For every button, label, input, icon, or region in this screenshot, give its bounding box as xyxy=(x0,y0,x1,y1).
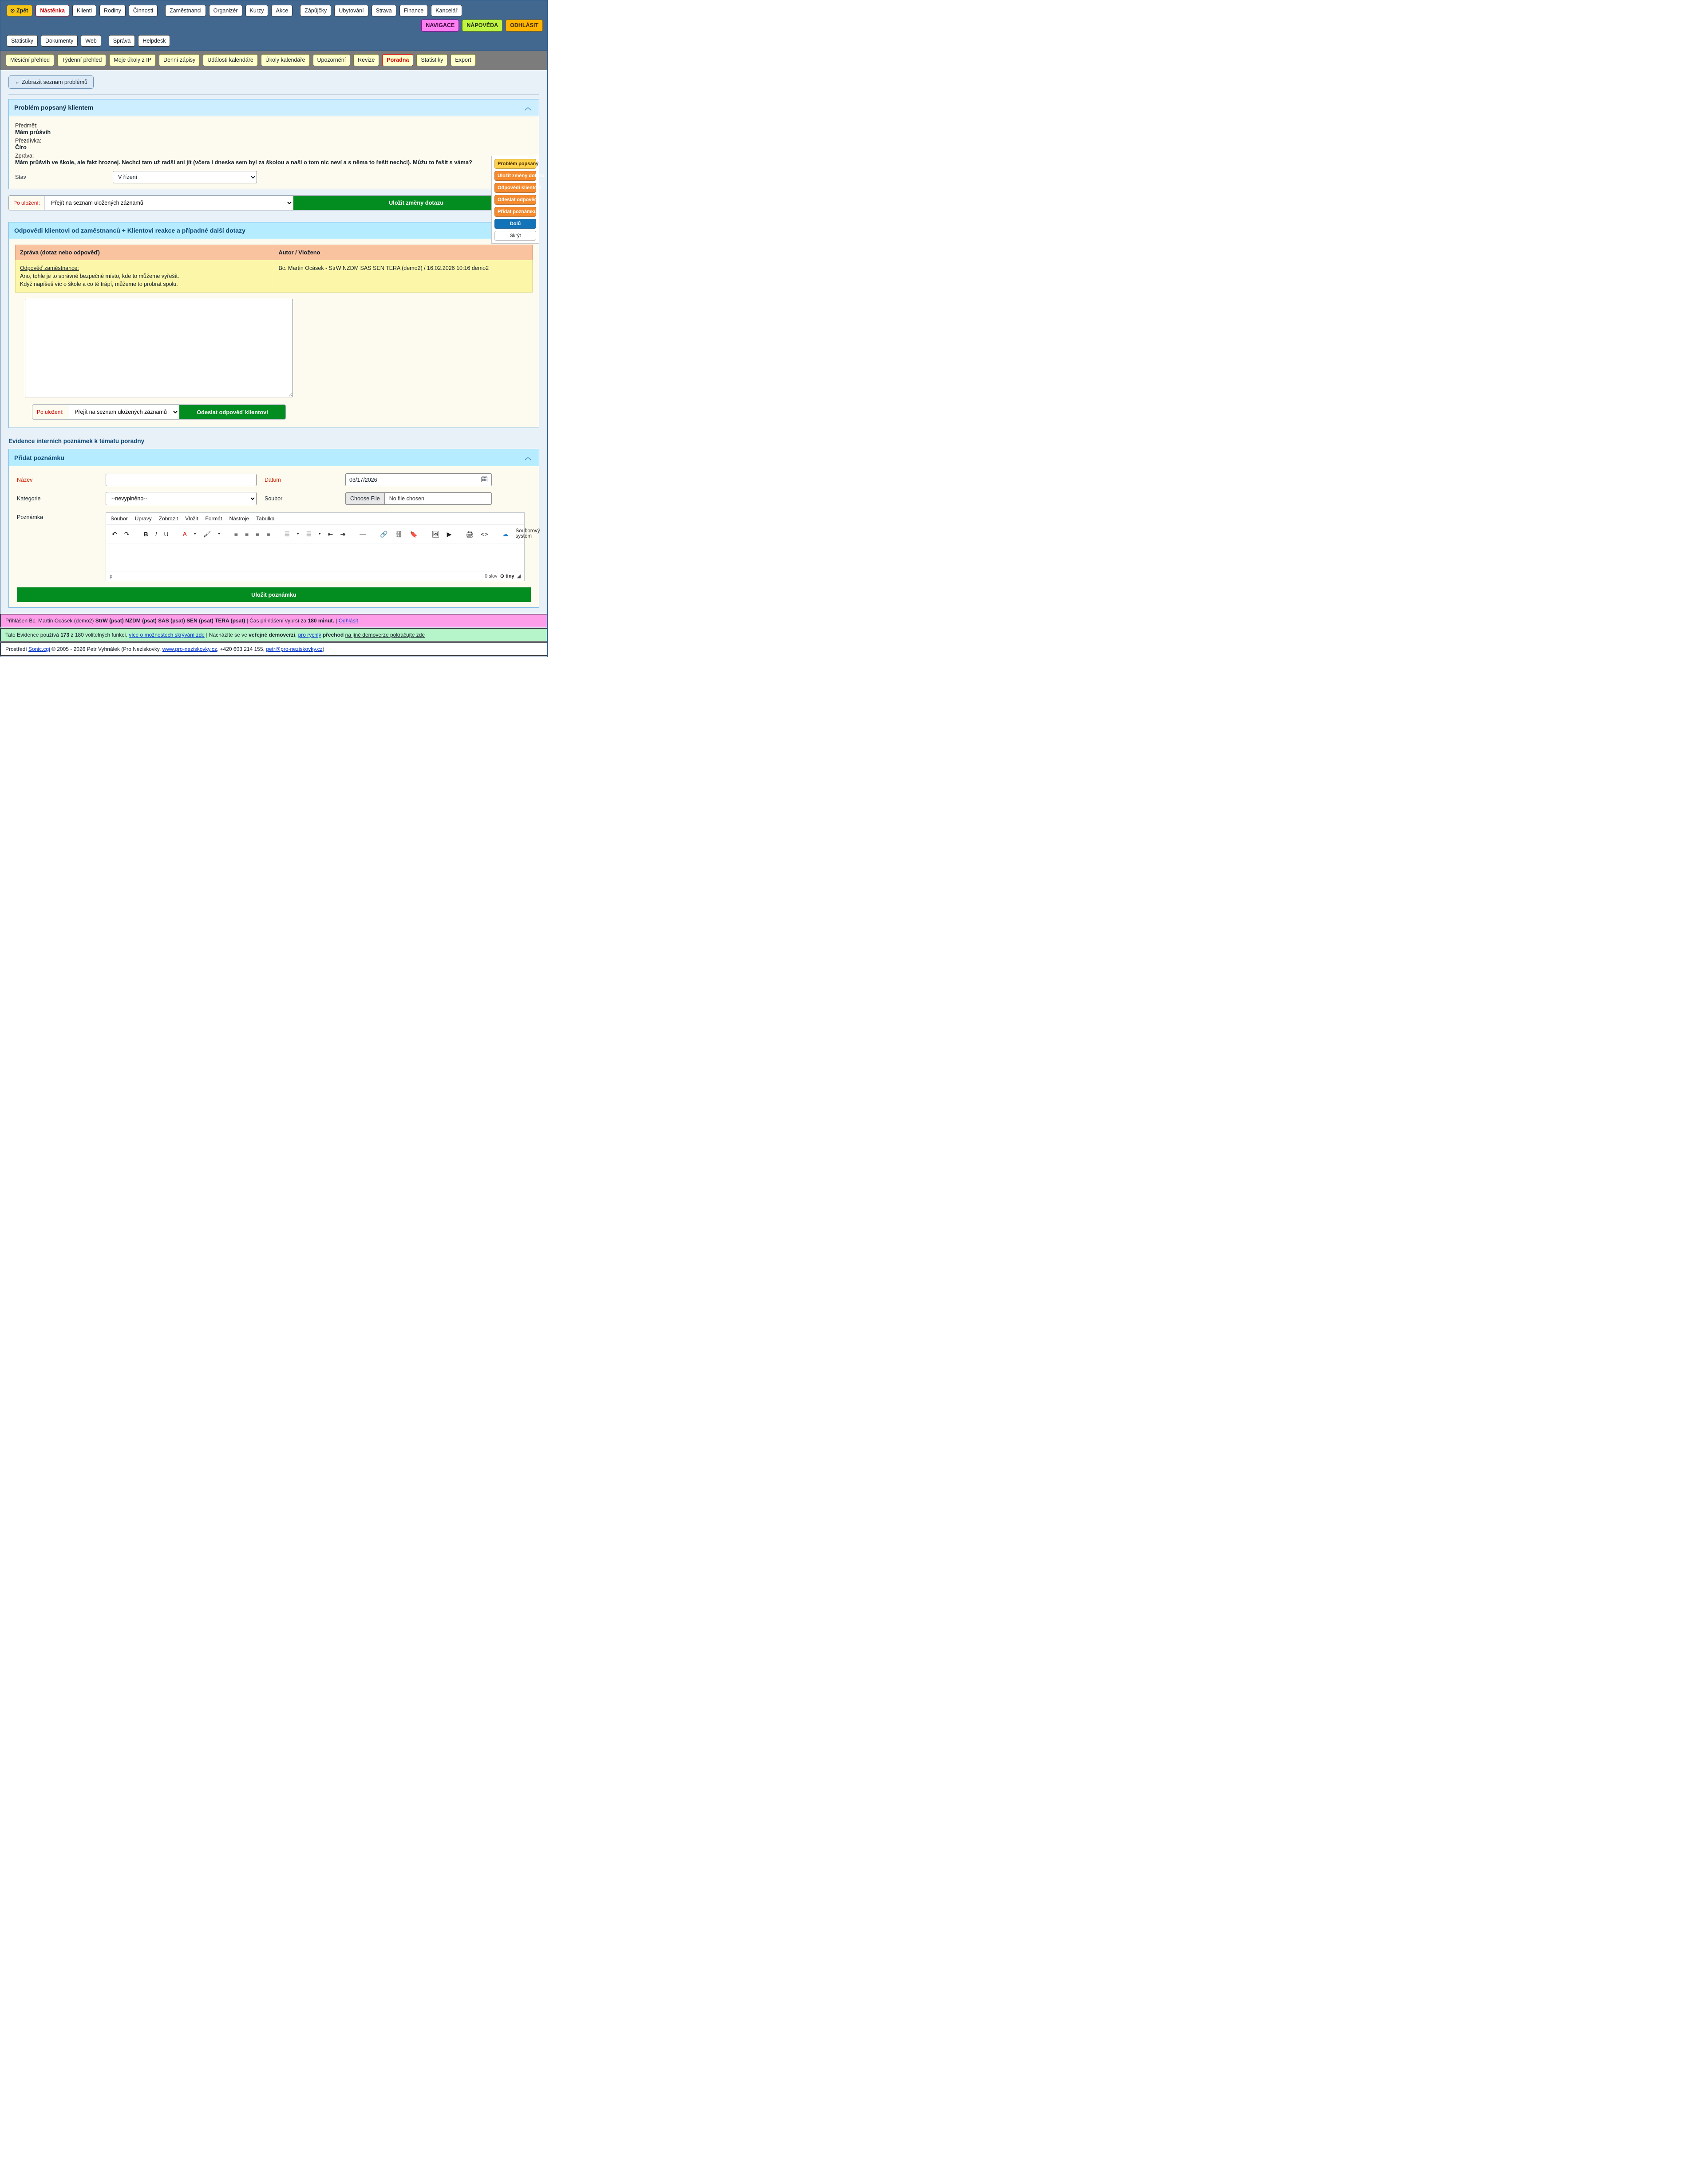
footer-copyright-mid: © 2005 - 2026 Petr Vyhnálek (Pro Neziskovky, xyxy=(51,646,161,653)
bold-icon[interactable]: B xyxy=(143,530,148,538)
subject-value: Mám průšvih xyxy=(15,128,51,135)
top-navigation-right xyxy=(421,20,543,31)
back-button-label: Zpět xyxy=(16,8,28,14)
indent-icon[interactable]: ⇥ xyxy=(340,530,346,538)
nav-item-helpdesk[interactable]: Helpdesk xyxy=(138,35,170,47)
footer-demo-tail[interactable]: na jiné demoverze pokračujte zde xyxy=(345,632,425,638)
image-icon[interactable]: 🖼 xyxy=(431,530,440,538)
footer-email-link[interactable]: petr@pro-neziskovky.cz xyxy=(266,646,323,653)
link-icon[interactable]: 🔗 xyxy=(380,530,388,538)
footer-expire-value: 180 minut. xyxy=(308,618,334,624)
note-file-input[interactable] xyxy=(345,492,492,505)
nav-item-kurzy[interactable]: Kurzy xyxy=(245,5,269,16)
bullet-list-icon[interactable]: ☰ xyxy=(284,530,290,538)
save-bar-problem xyxy=(8,195,539,210)
nickname-value: Číro xyxy=(15,143,27,151)
problem-panel-header xyxy=(9,99,539,116)
subnav-item-denni-zapisy[interactable]: Denní zápisy xyxy=(159,54,200,66)
footer-hiding-link[interactable]: více o možnostech skrývání zde xyxy=(129,632,205,638)
footer-session-bar xyxy=(0,614,547,627)
nav-item-nastenka[interactable]: Nástěnka xyxy=(36,5,69,16)
note-category-label: Kategorie xyxy=(17,495,41,502)
save-bar-tag: Po uložení: xyxy=(9,196,45,210)
footer-sonic-link[interactable]: Sonic.cgi xyxy=(28,646,50,653)
footer-sep-3: | xyxy=(206,632,208,638)
subnav-item-mesicni-prehled[interactable]: Měsíční přehled xyxy=(6,54,54,66)
subnav-item-poradna[interactable]: Poradna xyxy=(382,54,413,66)
tinymce-brand-label: tiny xyxy=(505,574,514,579)
float-item-ulozit-zmeny-dotazu[interactable]: Uložit změny dotazu xyxy=(494,171,536,181)
anchor-icon[interactable]: 🔖 xyxy=(410,530,418,538)
align-left-icon[interactable]: ≡ xyxy=(234,530,238,538)
footer-demo-bold: veřejné demoverzi xyxy=(249,632,295,638)
table-row xyxy=(16,260,533,292)
choose-file-button[interactable]: Choose File xyxy=(346,493,385,504)
media-icon[interactable]: ▶ xyxy=(447,530,452,538)
answer-line-2: Když napíšeš víc o škole a co tě trápí, můžeme to probrat spolu. xyxy=(20,281,178,288)
resize-handle[interactable]: ◢ xyxy=(517,574,521,579)
top-navigation-row-1 xyxy=(7,5,543,32)
nav-item-strava[interactable]: Strava xyxy=(372,5,396,16)
float-item-odpovedi-klientovi[interactable]: Odpovědi klientovi xyxy=(494,183,536,193)
note-file-field-wrap xyxy=(345,492,531,505)
nav-item-klienti[interactable]: Klienti xyxy=(72,5,96,16)
note-category-field-wrap xyxy=(106,492,257,505)
add-note-panel-title: Přidat poznámku xyxy=(14,454,64,461)
source-code-icon[interactable]: <> xyxy=(481,530,488,538)
after-save-select[interactable] xyxy=(45,196,293,210)
problem-panel xyxy=(8,99,539,189)
footer-demo-bold2: přechod xyxy=(322,632,344,638)
answers-table-header-row xyxy=(16,245,533,260)
footer-expire-label: Čas přihlášení vyprší za xyxy=(249,618,307,624)
nav-item-finance[interactable]: Finance xyxy=(399,5,428,16)
sub-navigation xyxy=(0,51,547,70)
footer-env-pre: Prostředí xyxy=(5,646,27,653)
footer-website-link[interactable]: www.pro-neziskovky.cz xyxy=(162,646,217,653)
show-problems-list-button[interactable]: ← Zobrazit seznam problémů xyxy=(8,75,94,89)
answers-col-author: Autor / Vloženo xyxy=(274,245,533,260)
top-navigation-row-2 xyxy=(7,35,543,47)
footer-functions-count: 173 xyxy=(60,632,70,638)
print-icon[interactable]: 🖨 xyxy=(466,530,474,538)
chevron-down-icon[interactable]: ▾ xyxy=(218,531,220,536)
note-name-input[interactable] xyxy=(106,474,257,486)
state-label: Stav xyxy=(15,174,27,180)
align-right-icon[interactable]: ≡ xyxy=(256,530,260,538)
subnav-item-udalosti-kalendare[interactable]: Události kalendáře xyxy=(203,54,258,66)
nav-item-web[interactable]: Web xyxy=(81,35,101,47)
nav-item-ubytovani[interactable]: Ubytování xyxy=(334,5,368,16)
nickname-label: Přezdívka: xyxy=(15,137,42,144)
editor-status-right xyxy=(485,573,521,579)
footer-copyright-bar xyxy=(0,642,547,656)
navigace-button[interactable]: NAVIGACE xyxy=(421,20,459,31)
calendar-icon[interactable]: 🗓 xyxy=(481,476,488,483)
editor-toolbar xyxy=(106,525,540,543)
unlink-icon[interactable]: ⛓ xyxy=(395,530,403,538)
footer-functions-bar: Tato Evidence používá 173 z 180 volitelných funkcí, více o možnostech skrývání zde | Nacházíte se ve veřejné demoverzi, pro rychlý přechod na jiné demoverze pokračujte zde xyxy=(0,628,547,642)
editor-menu-format[interactable]: Formát xyxy=(205,515,222,522)
save-bar-answer xyxy=(32,404,286,420)
float-item-dolu[interactable]: Dolů xyxy=(494,219,536,229)
filesystem-icon[interactable]: ☁ xyxy=(502,530,509,538)
redo-icon[interactable]: ↷ xyxy=(124,530,130,538)
app-root xyxy=(0,0,548,657)
floating-action-menu xyxy=(491,156,545,244)
footer-demo-pre: Nacházíte se ve xyxy=(209,632,247,638)
answers-panel-title: Odpovědi klientovi od zaměstnanců + Klientovi reakce a případné další dotazy xyxy=(14,227,245,234)
chevron-up-icon[interactable]: ︿ xyxy=(524,454,531,462)
add-note-form xyxy=(9,466,539,607)
editor-menu-upravy[interactable]: Úpravy xyxy=(134,515,152,522)
note-editor-row xyxy=(17,512,540,581)
main-content xyxy=(0,70,547,608)
napoveda-button[interactable]: NÁPOVĚDA xyxy=(462,20,502,31)
notes-section-title: Evidence interních poznámek k tématu poradny xyxy=(8,438,145,445)
numbered-list-icon[interactable]: ☰ xyxy=(306,530,312,538)
back-button[interactable] xyxy=(7,5,32,16)
back-icon: ⊙ xyxy=(10,8,16,14)
editor-menu-tabulka[interactable]: Tabulka xyxy=(256,515,275,522)
subnav-item-upozorneni[interactable]: Upozornění xyxy=(313,54,351,66)
float-item-pridat-poznamku[interactable]: Přidat poznámku xyxy=(494,207,536,217)
nav-item-organizer[interactable]: Organizér xyxy=(209,5,242,16)
save-problem-changes-button[interactable]: Uložit změny dotazu xyxy=(293,196,539,210)
nav-item-sprava[interactable]: Správa xyxy=(109,35,135,47)
state-row xyxy=(15,171,533,183)
subnav-item-export[interactable]: Export xyxy=(451,54,475,66)
chevron-down-icon[interactable]: ▾ xyxy=(297,531,299,536)
nav-item-rodiny[interactable]: Rodiny xyxy=(99,5,126,16)
add-note-panel-header xyxy=(9,449,539,466)
problem-panel-title: Problém popsaný klientem xyxy=(14,104,94,111)
underline-icon[interactable]: U xyxy=(164,530,169,538)
rich-text-editor[interactable] xyxy=(106,512,540,581)
subnav-item-ukoly-kalendare[interactable]: Úkoly kalendáře xyxy=(261,54,310,66)
nav-item-cinnosti[interactable]: Činnosti xyxy=(129,5,158,16)
nav-item-akce[interactable]: Akce xyxy=(271,5,293,16)
answers-table xyxy=(15,245,533,293)
note-date-value: 03/17/2026 xyxy=(349,476,377,483)
footer-sep-2: | xyxy=(336,618,337,624)
answer-line-1: Ano, tohle je to správné bezpečné místo, kde to můžeme vyřešit. xyxy=(20,273,179,279)
answers-col-message: Zpráva (dotaz nebo odpověď) xyxy=(16,245,274,260)
note-file-label: Soubor xyxy=(265,495,283,502)
chevron-down-icon[interactable]: ▾ xyxy=(194,531,196,536)
outdent-icon[interactable]: ⇤ xyxy=(328,530,333,538)
file-status-text: No file chosen xyxy=(389,495,424,502)
footer-roles: StrW (psat) NZDM (psat) SAS (psat) SEN (psat) TERA (psat) xyxy=(95,618,245,624)
nav-item-statistiky[interactable]: Statistiky xyxy=(7,35,38,47)
save-bar-answer-tag: Po uložení: xyxy=(32,405,68,419)
footer-functions-pre: Tato Evidence používá xyxy=(5,632,59,638)
italic-icon[interactable]: I xyxy=(155,530,157,538)
editor-menu-vlozit[interactable]: Vložit xyxy=(185,515,198,522)
nav-item-zamestnanci[interactable]: Zaměstnanci xyxy=(165,5,206,16)
answer-author-cell: Bc. Martin Ocásek - StrW NZDM SAS SEN TERA (demo2) / 16.02.2026 10:16 demo2 xyxy=(274,260,533,292)
answers-panel xyxy=(8,222,539,428)
save-note-button[interactable]: Uložit poznámku xyxy=(17,587,531,602)
editor-content-area[interactable] xyxy=(106,543,524,571)
subnav-item-tydenni-prehled[interactable]: Týdenní přehled xyxy=(57,54,106,66)
nav-item-dokumenty[interactable]: Dokumenty xyxy=(41,35,78,47)
editor-statusbar xyxy=(106,571,524,581)
answers-panel-header xyxy=(9,222,539,239)
note-fields-grid xyxy=(17,473,531,505)
tinymce-logo[interactable]: ⊙ tiny xyxy=(500,574,514,579)
horizontal-rule-icon[interactable]: — xyxy=(360,530,366,538)
message-value: Mám průšvih ve škole, ale fakt hroznej. Nechci tam už radši ani jít (včera i dneska sem byl za školou a naši o tom nic neví a s něma to řešit nechci). Můžu to řešit s váma? xyxy=(15,158,472,166)
reply-textarea[interactable] xyxy=(25,299,293,397)
editor-menu-zobrazit[interactable]: Zobrazit xyxy=(158,515,178,522)
chevron-down-icon[interactable]: ▾ xyxy=(319,531,321,536)
answer-kind: Odpověď zaměstnance: xyxy=(20,265,79,271)
note-date-input[interactable] xyxy=(345,473,492,486)
subnav-item-moje-ukoly-z-ip[interactable]: Moje úkoly z IP xyxy=(109,54,156,66)
editor-element-path: p xyxy=(110,573,113,579)
footer-demo-link[interactable]: pro rychlý xyxy=(298,632,321,638)
answers-panel-body xyxy=(9,239,539,428)
note-category-select[interactable] xyxy=(106,492,257,505)
note-name-field-wrap xyxy=(106,474,257,486)
send-answer-button[interactable]: Odeslat odpověď klientovi xyxy=(179,405,285,419)
align-justify-icon[interactable]: ≡ xyxy=(266,530,270,538)
footer-sep-1: | xyxy=(246,618,248,624)
problem-panel-body xyxy=(9,116,539,189)
editor-menu-soubor[interactable]: Soubor xyxy=(111,515,128,522)
editor-menu-nastroje[interactable]: Nástroje xyxy=(229,515,249,522)
footer-logout-link[interactable]: Odhlásit xyxy=(338,618,358,624)
subnav-item-statistiky[interactable]: Statistiky xyxy=(416,54,447,66)
state-select[interactable] xyxy=(113,171,257,183)
message-label: Zpráva: xyxy=(15,152,34,159)
odhlasit-button[interactable]: ODHLÁSIT xyxy=(506,20,543,31)
highlight-color-icon[interactable]: 🖌 xyxy=(203,530,211,538)
answer-message-cell xyxy=(16,260,274,292)
add-note-panel xyxy=(8,449,539,608)
chevron-up-icon[interactable]: ︿ xyxy=(524,103,531,111)
nav-item-kancelar[interactable]: Kancelář xyxy=(431,5,462,16)
subnav-item-revize[interactable]: Revize xyxy=(353,54,379,66)
float-item-problem-popsany[interactable]: Problém popsaný xyxy=(494,159,536,169)
note-date-label: Datum xyxy=(265,476,281,483)
note-date-field-wrap xyxy=(345,473,531,486)
footer-functions-mid: z 180 volitelných funkcí, xyxy=(71,632,127,638)
undo-icon[interactable]: ↶ xyxy=(112,530,117,538)
nav-item-zapujcky[interactable]: Zápůjčky xyxy=(300,5,331,16)
subject-label: Předmět: xyxy=(15,122,38,129)
note-name-label: Název xyxy=(17,476,33,483)
align-center-icon[interactable]: ≡ xyxy=(245,530,249,538)
note-text-label: Poznámka xyxy=(17,514,43,521)
divider xyxy=(8,94,539,95)
float-item-odeslat-odpoved[interactable]: Odeslat odpověď xyxy=(494,195,536,205)
footer-logged-user: Přihlášen Bc. Martin Ocásek (demo2) xyxy=(5,618,94,624)
filesystem-button[interactable]: Souborový systém xyxy=(515,528,540,539)
footer xyxy=(0,614,547,656)
top-navigation xyxy=(0,0,547,51)
text-color-icon[interactable]: A xyxy=(182,530,187,538)
answer-after-save-select[interactable] xyxy=(68,405,179,419)
footer-copyright-mid2: , +420 603 214 155, xyxy=(217,646,265,653)
footer-copyright-tail: ) xyxy=(322,646,324,653)
word-count: 0 slov xyxy=(484,573,498,579)
editor-menubar xyxy=(106,513,524,525)
float-item-skryt[interactable]: Skrýt xyxy=(494,231,536,241)
